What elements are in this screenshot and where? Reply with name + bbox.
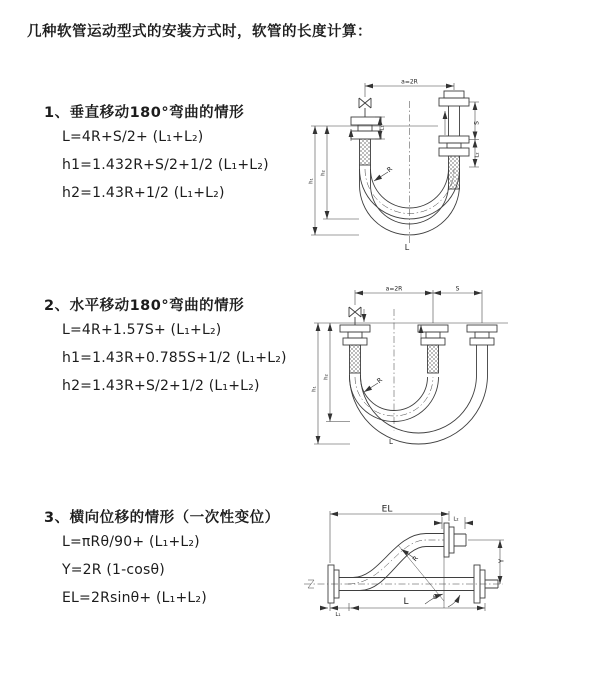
d3-dim-l-label: L <box>403 597 409 607</box>
d2-right-fitting <box>467 325 497 373</box>
d1-left-fitting <box>351 98 381 165</box>
d2-middle-fitting <box>418 325 448 373</box>
formula-line: L=4R+S/2+ (L₁+L₂) <box>62 129 204 145</box>
valve-icon <box>359 98 371 108</box>
d1-right-fitting <box>439 91 469 189</box>
formula-line: L=4R+1.57S+ (L₁+L₂) <box>62 322 222 338</box>
d2-dim-s-label: S <box>455 285 460 293</box>
d3-dim-l2-label: L₂ <box>453 516 459 523</box>
d1-dim-h1-label: h₁ <box>308 178 315 184</box>
formula-line: h1=1.432R+S/2+1/2 (L₁+L₂) <box>62 157 269 173</box>
valve-icon <box>349 307 361 317</box>
d3-theta-label: θ <box>433 594 437 601</box>
d1-dim-l2-label: L₂ <box>474 152 481 158</box>
d3-dim-l1-label: L₁ <box>335 612 341 618</box>
formula-line: L=πRθ/90+ (L₁+L₂) <box>62 534 200 550</box>
d2-centerlines <box>311 309 508 431</box>
section-3-heading: 3、横向位移的情形（一次性变位） <box>44 510 280 526</box>
diagram-horizontal-u-bend <box>308 281 600 453</box>
d1-radius-label: R <box>385 164 395 174</box>
section-1 <box>44 103 269 207</box>
d2-dim-a-label: a=2R <box>385 285 403 293</box>
d2-left-fitting <box>340 307 370 373</box>
d3-dim-y-label: Y <box>497 558 506 564</box>
d1-dim-l1-label: L₁ <box>379 125 386 131</box>
formula-line: EL=2Rsinθ+ (L₁+L₂) <box>62 590 207 606</box>
section-3 <box>44 508 280 612</box>
d1-length-label: L <box>404 243 410 252</box>
d3-dimensions <box>320 511 504 611</box>
d2-radius-label: R <box>375 375 385 385</box>
diagram-lateral-displacement <box>298 503 600 643</box>
section-2 <box>44 296 287 400</box>
d1-dim-s-label: S <box>473 121 481 125</box>
d2-dim-h2-label: h₂ <box>323 374 330 380</box>
d2-hose-curves <box>350 373 488 444</box>
d1-dim-h2-label: h₂ <box>320 170 327 176</box>
page-title: 几种软管运动型式的安装方式时，软管的长度计算： <box>27 24 372 40</box>
d1-dim-a-label: a=2R <box>401 78 418 86</box>
d1-centerlines <box>308 101 438 245</box>
d3-radius-label: R <box>410 554 420 564</box>
formula-line: h2=1.43R+1/2 (L₁+L₂) <box>62 185 225 201</box>
formula-line: h1=1.43R+0.785S+1/2 (L₁+L₂) <box>62 350 287 366</box>
formula-line: Y=2R (1-cosθ) <box>62 562 165 578</box>
section-1-heading: 1、垂直移动180°弯曲的情形 <box>44 105 245 121</box>
section-2-heading: 2、水平移动180°弯曲的情形 <box>44 298 245 314</box>
formula-line: h2=1.43R+S/2+1/2 (L₁+L₂) <box>62 378 260 394</box>
d2-dim-h1-label: h₁ <box>311 386 318 392</box>
d3-dim-el-label: EL <box>381 504 393 515</box>
d2-length-label: L <box>389 438 393 446</box>
diagram-vertical-u-bend <box>303 73 590 258</box>
